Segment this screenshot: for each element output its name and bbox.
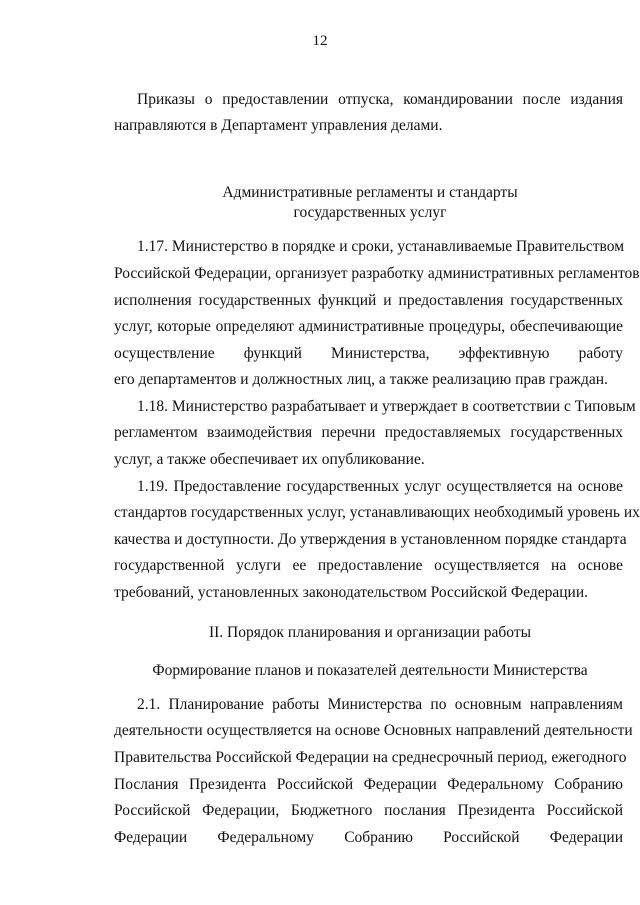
paragraph-1-19-line: стандартов государственных услуг, устанавливающих необходимый уровень их <box>114 504 640 521</box>
paragraph-1-18-line: услуг, а также обеспечивает их опубликование. <box>114 451 425 468</box>
paragraph-1-17-line: осуществление функций Министерства, эффективную работу <box>114 345 623 362</box>
paragraph-2-1-line: Российской Федерации, Бюджетного послания Президента Российской <box>114 802 623 819</box>
paragraph-2-1-line: Послания Президента Российской Федерации Федеральному Собранию <box>114 776 623 793</box>
paragraph-1-17-line: 1.17. Министерство в порядке и сроки, устанавливаемые Правительством <box>137 238 625 255</box>
paragraph-2-1-line: 2.1. Планирование работы Министерства по основным направлениям <box>137 696 623 713</box>
paragraph-orders-line: Приказы о предоставлении отпуска, командировании после издания <box>137 91 623 108</box>
paragraph-2-1-line: Правительства Российской Федерации на среднесрочный период, ежегодного <box>114 749 627 766</box>
paragraph-1-19-line: государственной услуги ее предоставление осуществляется на основе <box>114 557 623 574</box>
heading-reglaments-line: государственных услуг <box>293 204 447 221</box>
heading-planning: Формирование планов и показателей деятельности Министерства <box>152 662 588 679</box>
paragraph-1-19-line: качества и доступности. До утверждения в установленном порядке стандарта <box>114 531 627 548</box>
paragraph-orders-line: направляются в Департамент управления делами. <box>114 117 443 134</box>
page-number: 12 <box>312 33 328 49</box>
paragraph-1-17-line: Российской Федерации, организует разработку административных регламентов <box>114 265 640 282</box>
paragraph-1-19-line: требований, установленных законодательством Российской Федерации. <box>114 584 588 601</box>
paragraph-1-17-line: его департаментов и должностных лиц, а также реализацию прав граждан. <box>114 371 608 388</box>
paragraph-2-1-line: деятельности осуществляется на основе Основных направлений деятельности <box>114 722 633 739</box>
paragraph-1-19-line: 1.19. Предоставление государственных услуг осуществляется на основе <box>137 478 623 495</box>
heading-section-2: II. Порядок планирования и организации работы <box>208 624 532 641</box>
paragraph-1-18-line: 1.18. Министерство разрабатывает и утверждает в соответствии с Типовым <box>137 398 636 415</box>
paragraph-1-17-line: исполнения государственных функций и предоставления государственных <box>114 292 623 309</box>
paragraph-1-17-line: услуг, которые определяют административные процедуры, обеспечивающие <box>114 318 623 335</box>
paragraph-2-1-line: Федерации Федеральному Собранию Российской Федерации <box>114 829 623 846</box>
heading-reglaments-line: Административные регламенты и стандарты <box>222 184 518 201</box>
paragraph-1-18-line: регламентом взаимодействия перечни предоставляемых государственных <box>114 424 623 441</box>
